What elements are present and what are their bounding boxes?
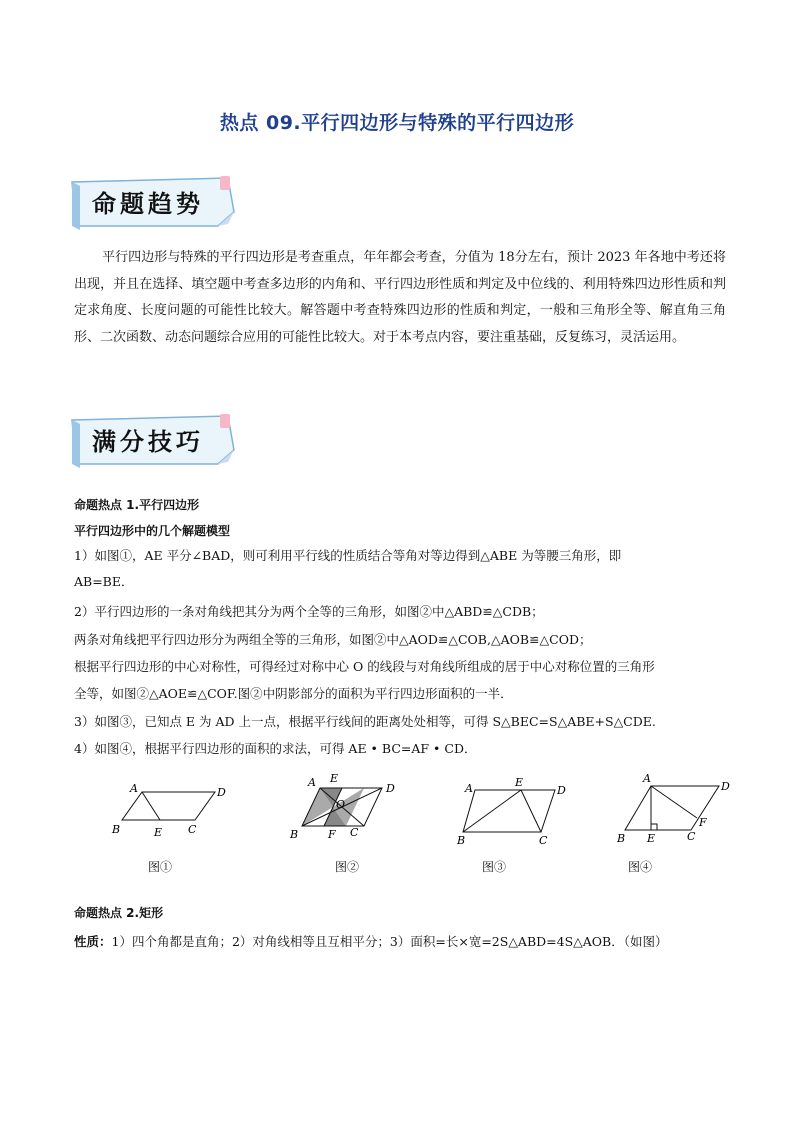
property-text: 1）四个角都是直角；2）对角线相等且互相平分；3）面积=长×宽=2S△ABD=4S△AOB．（如图） [111,934,668,949]
label-b: B [112,823,121,836]
section1-subheading: 平行四边形中的几个解题模型 [74,524,231,538]
section1-heading: 命题热点 1.平行四边形 [74,498,200,512]
label-f: F [328,828,336,841]
label-b: B [617,832,626,845]
label-e: E [647,832,656,845]
label-c: C [188,823,197,836]
banner-title: 命题趋势 [92,189,204,218]
banner-title: 满分技巧 [92,427,204,456]
label-a: A [643,772,651,785]
intro-paragraph: 平行四边形与特殊的平行四边形是考查重点，年年都会考查，分值为 18分左右，预计 2023 年各地中考还将出现，并且在选择、填空题中考查多边形的内角和、平行四边形性质和判定及中位线的、利用特殊四边形性质和判定求角度、长度问题的可能性比较大。解答题中考查特殊四边形的性质和判定，一般和三角形全等、解直角三角形、二次函数、动态问题综合应用的可能性比较大。对于本考点内容，要注重基础，反复练习，灵活运用。 [74,250,726,345]
figure-4-parallelogram-heights [615,770,745,850]
label-d: D [386,782,395,795]
label-d: D [217,786,226,799]
text-line: 根据平行四边形的中心对称性，可得经过对称中心 O 的线段与对角线所组成的居于中心对称位置的三角形 [74,659,655,674]
label-b: B [290,828,299,841]
text-line: 1）如图①，AE 平分∠BAD，则可利用平行线的性质结合等角对等边得到△ABE 为等腰三角形，即 [74,548,622,563]
label-c: C [687,830,696,843]
label-b: B [457,834,466,847]
label-a: A [465,782,473,795]
label-d: D [557,784,566,797]
figure-4-label: 图④ [628,860,653,874]
page-title: 热点 09.平行四边形与特殊的平行四边形 [219,112,575,134]
label-d: D [721,780,730,793]
section-banner-tips [68,410,238,470]
section2-property [74,932,734,950]
figure-1-parallelogram [100,770,230,850]
text-line: 4）如图④，根据平行四边形的面积的求法，可得 AE • BC=AF • CD． [74,741,477,756]
label-o: O [336,798,346,811]
label-e: E [330,772,339,785]
label-c: C [350,826,359,839]
figure-2-label: 图② [335,860,360,874]
property-label: 性质： [74,934,112,949]
section-banner-trend [68,172,238,232]
label-e: E [515,776,524,789]
label-a: A [308,776,316,789]
label-f: F [699,816,707,829]
section2-heading: 命题热点 2.矩形 [74,906,164,920]
text-line: 两条对角线把平行四边形分为两组全等的三角形，如图②中△AOD≌△COB,△AOB≌△COD； [74,632,592,647]
text-line: 全等，如图②△AOE≌△COF.图②中阴影部分的面积为平行四边形面积的一半． [74,686,513,701]
text-line: 2）平行四边形的一条对角线把其分为两个全等的三角形，如图②中△ABD≌△CDB； [74,604,544,619]
figure-3-parallelogram [455,770,585,850]
figure-2-parallelogram-shaded [280,770,410,850]
figure-3-label: 图③ [482,860,507,874]
figure-1-label: 图① [148,860,173,874]
label-a: A [130,782,138,795]
text-line: 3）如图③，已知点 E 为 AD 上一点，根据平行线间的距离处处相等，可得 S△BEC=S△ABE+S△CDE. [74,714,656,729]
label-c: C [539,834,548,847]
label-e: E [154,826,163,839]
text-line: AB=BE． [74,574,134,589]
